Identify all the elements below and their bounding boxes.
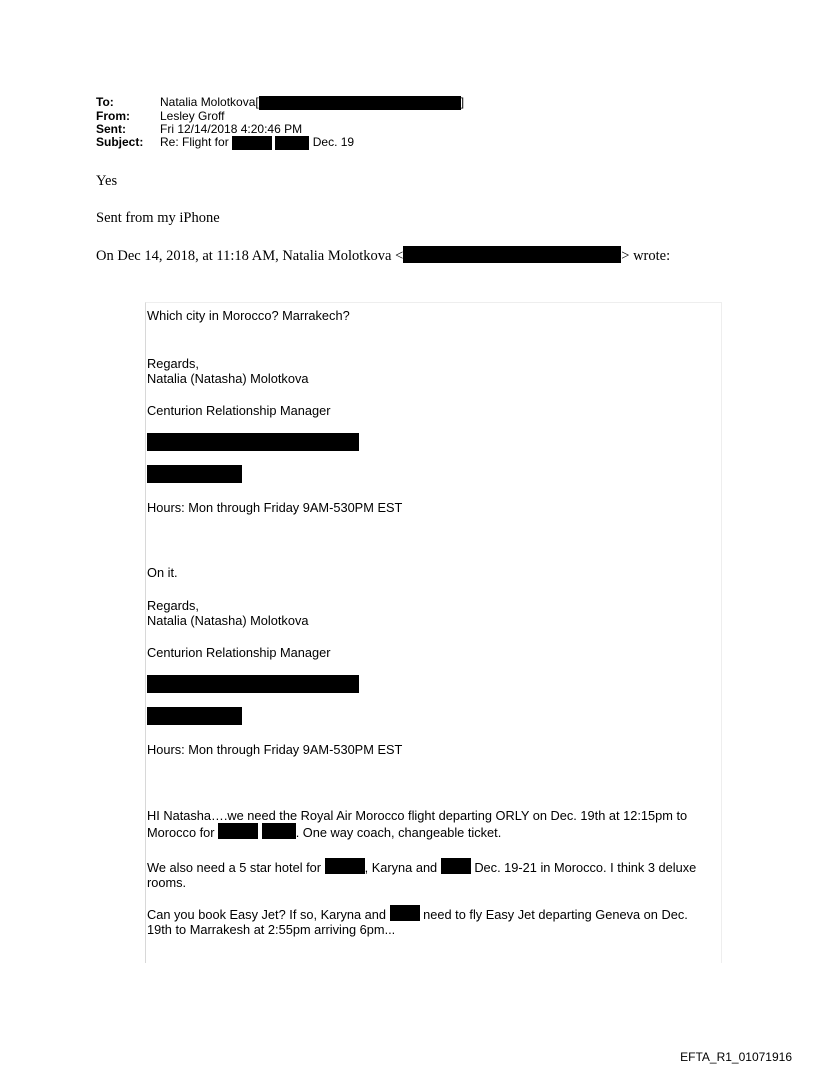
document-id: EFTA_R1_01071916	[680, 1050, 792, 1064]
signature-name: Natalia (Natasha) Molotkova	[147, 613, 309, 628]
message-paragraph: HI Natasha….we need the Royal Air Morocco flight departing ORLY on Dec. 19th at 12:15pm to Morocco for . One way coach, changeable ticket.	[147, 808, 688, 840]
subject-label: Subject:	[96, 135, 144, 149]
to-value: Natalia Molotkova[ ]	[160, 95, 465, 110]
redacted-name	[325, 858, 365, 874]
signature-hours: Hours: Mon through Friday 9AM-530PM EST	[147, 742, 403, 757]
redacted-name	[275, 136, 309, 150]
redacted-name	[390, 905, 420, 921]
redacted-name	[232, 136, 272, 150]
message-paragraph: We also need a 5 star hotel for , Karyna and Dec. 19-21 in Morocco. I think 3 deluxe rooms.	[147, 860, 697, 890]
sent-label: Sent:	[96, 122, 126, 136]
redacted-contact	[147, 465, 242, 483]
message-text: Which city in Morocco? Marrakech?	[147, 308, 350, 323]
quoted-message	[145, 302, 722, 963]
sent-value: Fri 12/14/2018 4:20:46 PM	[160, 122, 303, 136]
signature-title: Centurion Relationship Manager	[147, 403, 331, 418]
redacted-email	[403, 246, 621, 263]
redacted-email	[259, 96, 461, 110]
redacted-contact	[147, 433, 359, 451]
email-header	[96, 96, 464, 150]
reply-text: Yes	[96, 173, 118, 189]
message-paragraph: Can you book Easy Jet? If so, Karyna and need to fly Easy Jet departing Geneva on Dec. 19th to Marrakesh at 2:55pm arriving 6pm...	[147, 907, 688, 937]
to-row	[96, 96, 464, 110]
signature-regards: Regards,	[147, 598, 199, 613]
quote-attribution: On Dec 14, 2018, at 11:18 AM, Natalia Molotkova < > wrote:	[96, 248, 671, 264]
from-label: From:	[96, 109, 130, 123]
to-label: To:	[96, 95, 114, 109]
redacted-name	[262, 823, 296, 839]
sent-row	[96, 123, 464, 136]
signature-hours: Hours: Mon through Friday 9AM-530PM EST	[147, 500, 403, 515]
reply-signature: Sent from my iPhone	[96, 210, 220, 226]
redacted-contact	[147, 707, 242, 725]
redacted-name	[218, 823, 258, 839]
subject-row	[96, 136, 464, 150]
redacted-contact	[147, 675, 359, 693]
signature-regards: Regards,	[147, 356, 199, 371]
redacted-name	[441, 858, 471, 874]
from-value: Lesley Groff	[160, 109, 225, 123]
signature-name: Natalia (Natasha) Molotkova	[147, 371, 309, 386]
signature-title: Centurion Relationship Manager	[147, 645, 331, 660]
subject-value: Re: Flight for Dec. 19	[160, 135, 355, 150]
message-text: On it.	[147, 565, 178, 580]
